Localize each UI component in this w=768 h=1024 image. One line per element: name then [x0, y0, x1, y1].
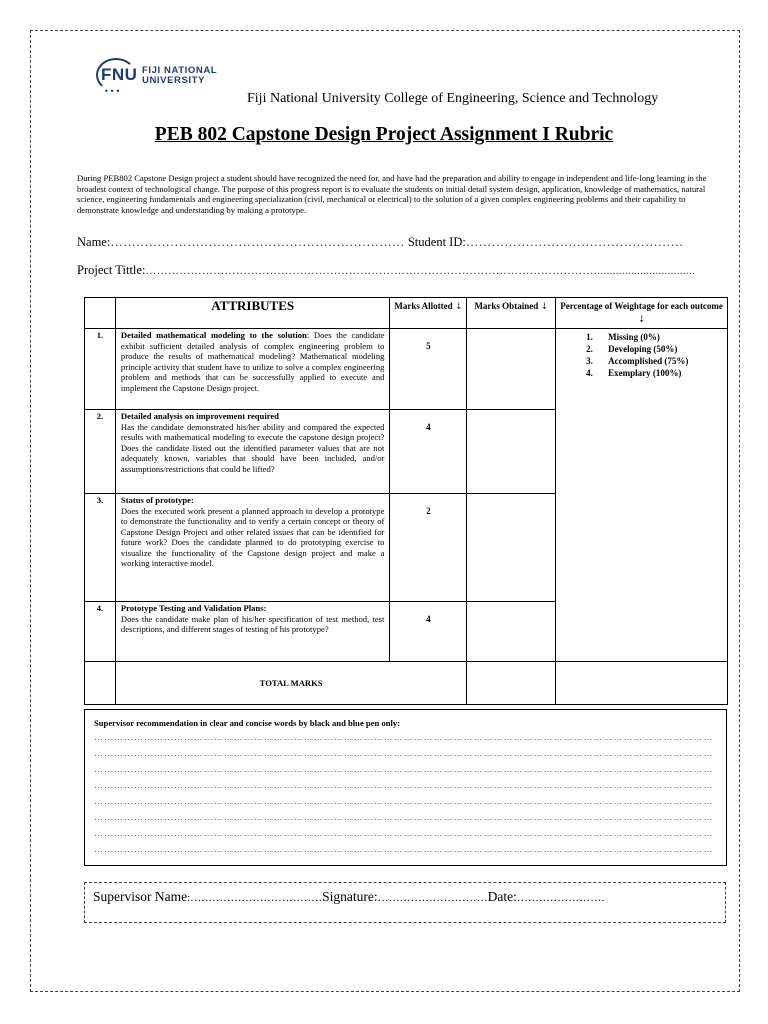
signature-label: Signature: [322, 889, 378, 904]
attribute-description: Has the candidate demonstrated his/her ability and compared the expected results with mathematical modeling to execute the capstone design project? Does the candidate listed out the identified parameter values that are not adequately known, variables that should have been included, and/or assumptions/restrictions that could be lifted? [120, 421, 385, 474]
recommendation-line[interactable]: …………………………………………………………………………………………………………………………………………………………………… [94, 748, 714, 758]
attribute-description: : Does the candidate exhibit sufficient detailed analysis of complex engineering problem to produce the results of mathematical modeling? Mathematical modeling principle activity that student have to utilize to solve a complex engineering problem and methods that can be successfully applied to execute and implement the Capstone Design project. [120, 330, 385, 393]
document-title: PEB 802 Capstone Design Project Assignment I Rubric [154, 124, 614, 145]
supervisor-name-label: Supervisor Name [93, 889, 188, 904]
name-label: Name: [77, 235, 111, 249]
logo-wordmark-line1: FIJI NATIONAL [142, 65, 218, 76]
supervisor-recommendation-box[interactable] [84, 709, 727, 866]
student-id-field[interactable]: …………………………………………… [465, 235, 684, 249]
attribute-cell [115, 410, 390, 494]
marks-allotted: 2 [390, 494, 467, 602]
attribute-cell [115, 329, 390, 410]
signoff-box [84, 882, 726, 923]
signature-field[interactable]: ………………………… [377, 892, 488, 904]
attribute-title: Status of prototype: [120, 495, 194, 505]
attribute-title: Detailed analysis on improvement required [120, 411, 279, 421]
name-student-id-line [77, 235, 683, 250]
table-header-row [85, 298, 728, 329]
recommendation-line[interactable]: …………………………………………………………………………………………………………………………………………………………………… [94, 812, 714, 822]
marks-allotted: 5 [390, 329, 467, 410]
attribute-cell [115, 494, 390, 602]
logo-letters: FNU [101, 65, 138, 84]
project-title-label: Project Tittle: [77, 263, 146, 277]
project-title-field[interactable]: …………………………………………………………………………………………………………................................ [145, 265, 696, 277]
recommendation-line[interactable]: …………………………………………………………………………………………………………………………………………………………………… [94, 732, 714, 742]
logo-dots-icon: ••• [104, 87, 122, 96]
rubric-table [84, 297, 728, 705]
recommendation-line[interactable]: …………………………………………………………………………………………………………………………………………………………………… [94, 764, 714, 774]
total-row [85, 662, 728, 705]
marks-obtained-cell[interactable] [467, 602, 556, 662]
name-field[interactable]: …………………………………………………………… [110, 235, 405, 249]
student-id-label: Student ID: [407, 235, 466, 249]
outcome-item: 3. Accomplished (75%) [586, 356, 689, 366]
attribute-title: Prototype Testing and Validation Plans: [120, 603, 267, 613]
outcome-item: 4. Exemplary (100%) [586, 368, 682, 378]
college-name: Fiji National University College of Engineering, Science and Technology [247, 91, 659, 106]
marks-obtained-cell[interactable] [467, 329, 556, 410]
total-percentage-cell [556, 662, 728, 705]
marks-obtained-cell[interactable] [467, 410, 556, 494]
supervisor-recommendation-title: Supervisor recommendation in clear and concise words by black and blue pen only: [94, 718, 401, 728]
date-field[interactable]: …………………… [516, 892, 605, 904]
outcome-percentage-list [556, 329, 728, 662]
intro-paragraph: During PEB802 Capstone Design project a student should have recognized the need for, and have had the preparation and ability to engage in independent and life-long learning in the broadest context of technological change. The purpose of this progress report is to evaluate the students on initial detail system design, application, knowledge of mathematics, natural science, engineering fundamentals and engineering specialization (civil, mechanical or electrical) to the solution of a given complex engineering problems and their capability to demonstrate knowledge and understanding by making a prototype. [77, 173, 707, 215]
outcome-item: 2. Developing (50%) [586, 344, 678, 354]
recommendation-line[interactable]: …………………………………………………………………………………………………………………………………………………………………… [94, 844, 714, 854]
attribute-cell [115, 602, 390, 662]
fnu-logo-mark [96, 58, 140, 94]
attribute-title: Detailed mathematical modeling to the solution [120, 330, 307, 340]
university-logo [96, 58, 217, 94]
total-marks-label: TOTAL MARKS [115, 662, 466, 705]
row-number: 4. [85, 602, 116, 662]
marks-allotted: 4 [390, 410, 467, 494]
outcome-item: 1. Missing (0%) [586, 332, 660, 342]
signoff-line [93, 889, 605, 905]
recommendation-line[interactable]: …………………………………………………………………………………………………………………………………………………………………… [94, 780, 714, 790]
total-number-cell [85, 662, 116, 705]
header-marks-allotted: Marks Allotted ⇣ [390, 298, 467, 329]
header-attributes: ATTRIBUTES [115, 298, 390, 329]
attribute-description: Does the executed work present a planned approach to develop a prototype to demonstrate the functionality and to verify a certain concept or theory of Capstone Design Project and other related issues that can be identified for future work? Does the candidate planned to do prototyping exercise to visualize the functionality of the Capstone design project and make a working interactive model. [120, 505, 385, 568]
row-number: 3. [85, 494, 116, 602]
logo-wordmark-line2: UNIVERSITY [142, 75, 206, 86]
logo-wordmark [142, 66, 217, 86]
header-marks-obtained: Marks Obtained ⇣ [467, 298, 556, 329]
recommendation-line[interactable]: …………………………………………………………………………………………………………………………………………………………………… [94, 796, 714, 806]
marks-obtained-cell[interactable] [467, 494, 556, 602]
attribute-description: Does the candidate make plan of his/her specification of test method, test descriptions, and different stages of testing of his prototype? [120, 613, 385, 634]
recommendation-line[interactable]: …………………………………………………………………………………………………………………………………………………………………… [94, 828, 714, 838]
total-marks-obtained-cell[interactable] [467, 662, 556, 705]
row-number: 2. [85, 410, 116, 494]
project-title-line [77, 263, 695, 278]
header-percentage: Percentage of Weightage for each outcome ⇣ [556, 298, 728, 329]
date-label: Date: [487, 889, 517, 904]
supervisor-name-field[interactable]: :……………………………… [187, 892, 323, 904]
marks-allotted: 4 [390, 602, 467, 662]
header-number [85, 298, 116, 329]
row-number: 1. [85, 329, 116, 410]
table-row [85, 329, 728, 410]
